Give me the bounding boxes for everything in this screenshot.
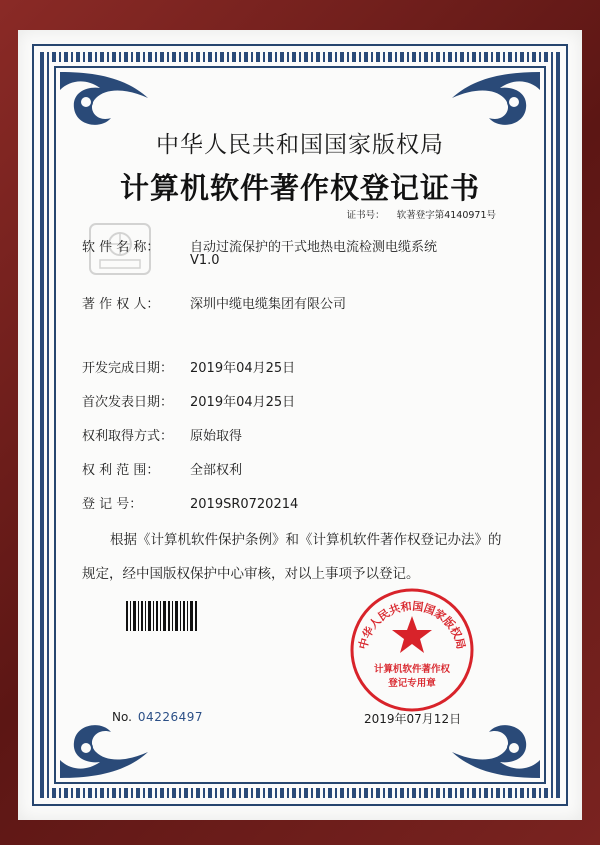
certificate-number [347,207,496,221]
serial-label: No. [112,710,132,724]
pub-date-label: 首次发表日期： [82,395,174,410]
cert-no-value: 软著登字第4140971号 [396,210,496,221]
issue-date: 2019年07月12日 [364,712,462,726]
software-version-value: V1.0 [190,253,220,268]
statement-paragraph [82,523,552,591]
barcode-icon [126,601,198,631]
field-registration-number [82,493,298,512]
certificate-paper [18,30,582,820]
field-rights-scope [82,459,242,478]
seal-arc-text: 中华人民共和国国家版权局 [356,599,468,651]
software-name-value: 自动过流保护的干式地热电流检测电缆系统 [190,240,438,255]
owner-label: 著 作 权 人： [82,297,160,312]
field-owner [82,293,346,312]
reg-value: 2019SR0720214 [190,497,299,512]
dev-date-label: 开发完成日期： [82,361,174,376]
field-pub-date [82,391,295,410]
reg-label: 登 记 号： [82,497,143,512]
issuer-title: 中华人民共和国国家版权局 [156,132,444,158]
serial-value: 04226497 [137,710,203,724]
statement-line-2: 规定，经中国版权保护中心审核，对以上事项予以登记。 [82,566,420,582]
official-seal [348,586,476,714]
scope-label: 权 利 范 围： [82,463,160,478]
seal-line-2: 登记专用章 [388,678,436,689]
field-dev-date [82,357,295,376]
field-acquire-method [82,425,242,444]
software-name-label: 软 件 名 称： [82,240,160,255]
seal-star-icon [392,616,432,653]
seal-line-1: 计算机软件著作权 [373,664,451,675]
certificate-title: 计算机软件著作权登记证书 [119,171,480,205]
cert-no-label: 证书号： [346,210,385,221]
acquire-value: 原始取得 [190,429,243,444]
acquire-label: 权利取得方式： [82,429,174,444]
dev-date-value: 2019年04月25日 [190,361,296,376]
serial-number [112,710,203,724]
field-software-name [82,236,438,268]
statement-line-1: 根据《计算机软件保护条例》和《计算机软件著作权登记办法》的 [110,532,502,548]
owner-value: 深圳中缆电缆集团有限公司 [190,297,347,312]
scope-value: 全部权利 [190,463,243,478]
pub-date-value: 2019年04月25日 [190,395,296,410]
